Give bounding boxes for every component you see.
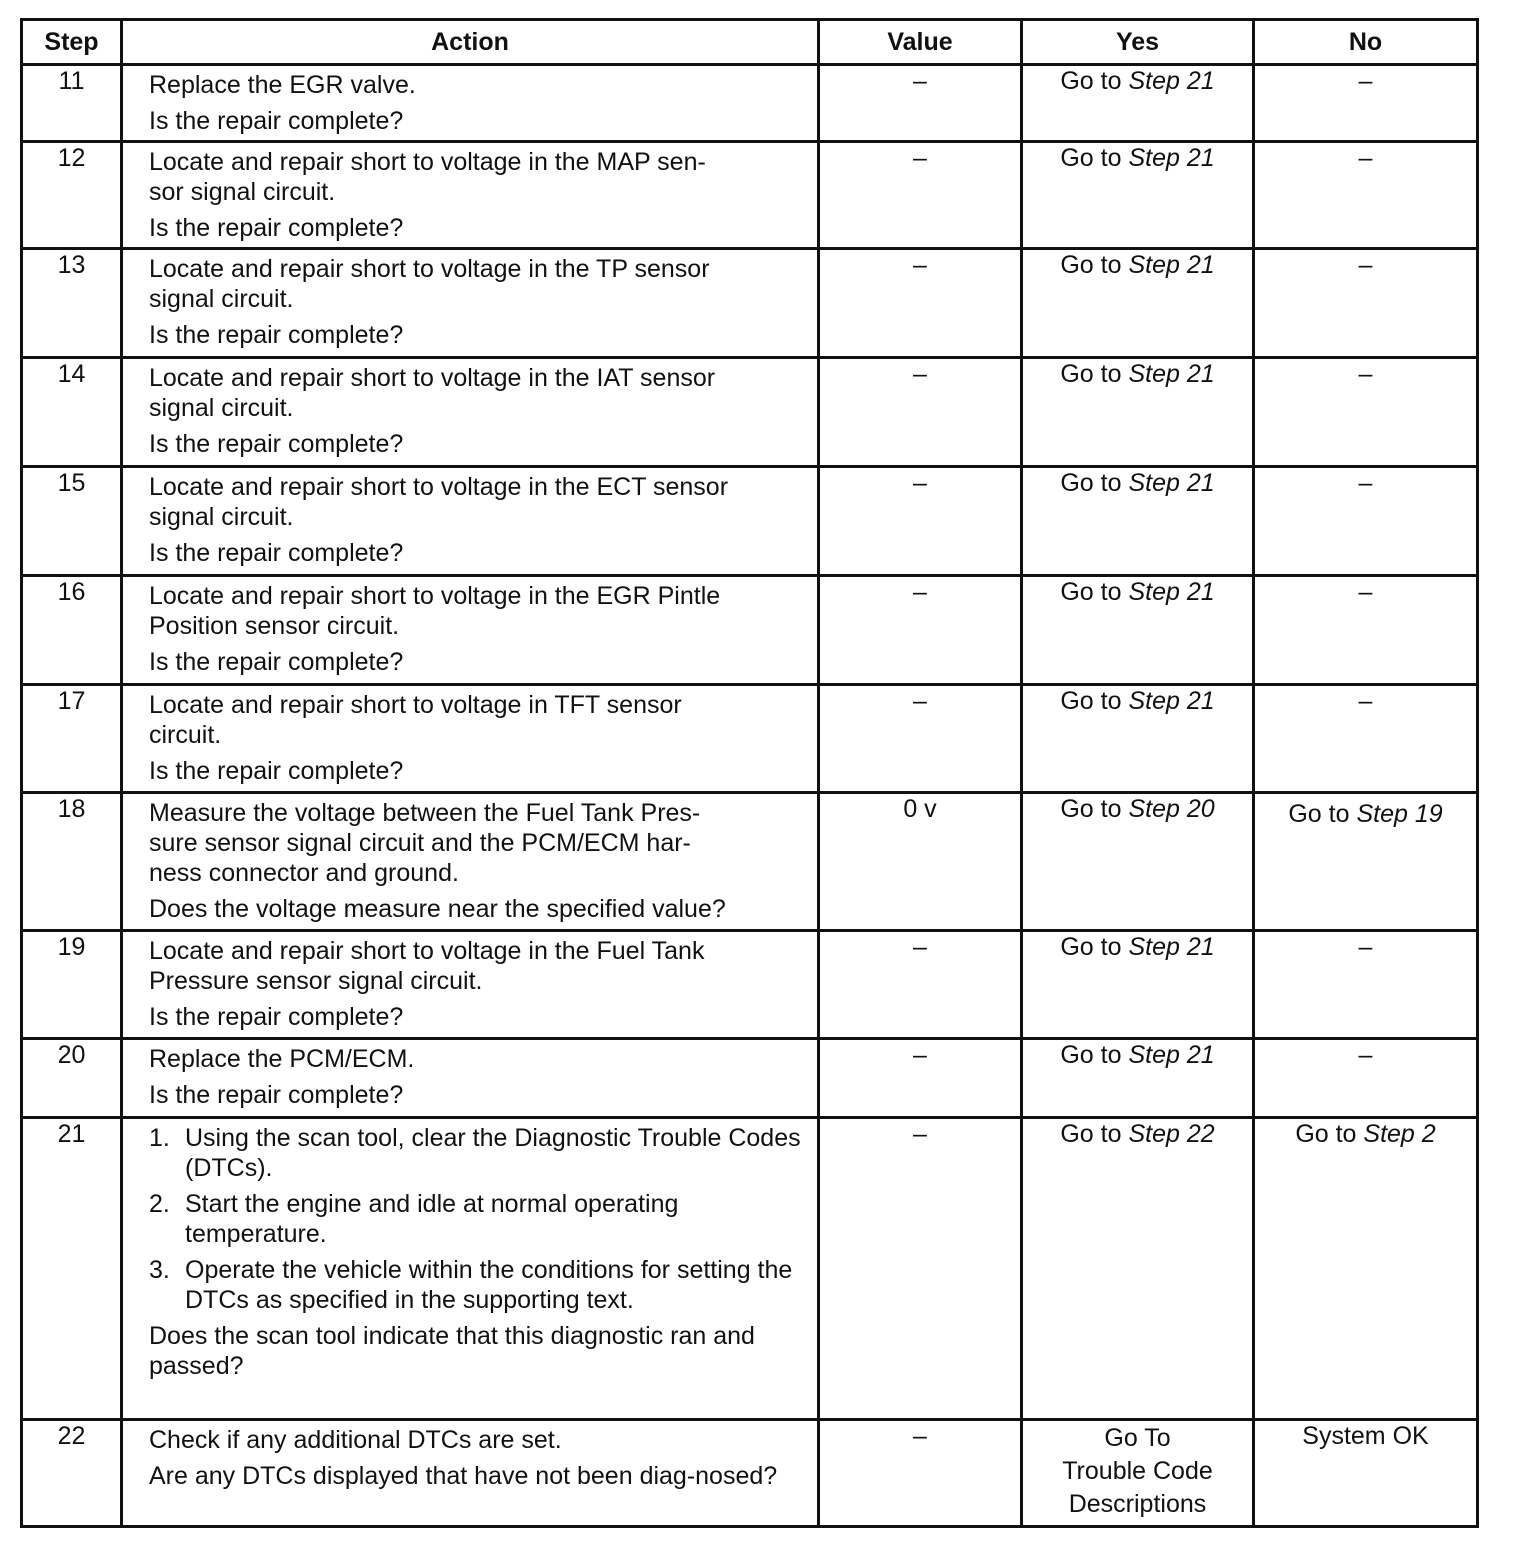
yes-line: Descriptions (1068, 1490, 1207, 1518)
yes-step-link: Step 21 (1128, 933, 1215, 961)
yes-prefix: Go to (1060, 67, 1129, 95)
yes-cell (1022, 358, 1254, 467)
action-question: Does the voltage measure near the specified value? (149, 895, 726, 923)
step-number: 15 (22, 467, 122, 576)
no-cell: – (1254, 249, 1478, 358)
no-cell: – (1254, 65, 1478, 142)
table-row (22, 793, 1478, 931)
action-line: signal circuit. (149, 285, 294, 313)
list-item-text: Operate the vehicle within the conditions for setting the DTCs as specified in the supporting text. (185, 1256, 793, 1314)
action-cell (122, 358, 819, 467)
yes-step-link: Step 21 (1128, 578, 1215, 606)
value-cell: 0 v (819, 793, 1022, 931)
yes-cell (1022, 249, 1254, 358)
action-steps-list (149, 1123, 801, 1315)
yes-prefix: Go to (1060, 578, 1129, 606)
yes-cell (1022, 793, 1254, 931)
action-question: Is the repair complete? (149, 321, 404, 349)
action-line: sor signal circuit. (149, 178, 336, 206)
yes-prefix: Go to (1060, 360, 1129, 388)
step-number: 11 (22, 65, 122, 142)
list-item (149, 1123, 801, 1183)
table-row (22, 142, 1478, 249)
step-number: 12 (22, 142, 122, 249)
value-cell: – (819, 358, 1022, 467)
value-cell: – (819, 249, 1022, 358)
list-item-number: 1. (149, 1124, 170, 1152)
yes-cell (1022, 467, 1254, 576)
action-cell (122, 65, 819, 142)
yes-step-link: Step 22 (1128, 1120, 1215, 1148)
action-cell (122, 1118, 819, 1420)
action-question: Is the repair complete? (149, 214, 404, 242)
header-action: Action (122, 20, 819, 65)
step-number: 19 (22, 931, 122, 1039)
step-number: 22 (22, 1420, 122, 1527)
no-cell: – (1254, 685, 1478, 793)
yes-step-link: Step 21 (1128, 67, 1215, 95)
action-cell (122, 1420, 819, 1527)
yes-cell (1022, 1118, 1254, 1420)
yes-prefix: Go to (1060, 933, 1129, 961)
action-line: Locate and repair short to voltage in the EGR Pintle (149, 582, 721, 610)
step-number: 16 (22, 576, 122, 685)
step-number: 18 (22, 793, 122, 931)
action-line: Locate and repair short to voltage in the TP sensor (149, 255, 710, 283)
step-number: 21 (22, 1118, 122, 1420)
yes-step-link: Step 21 (1128, 1041, 1215, 1069)
yes-step-link: Step 21 (1128, 687, 1215, 715)
list-item-number: 3. (149, 1256, 170, 1284)
table-row (22, 358, 1478, 467)
no-cell (1254, 1118, 1478, 1420)
action-cell (122, 576, 819, 685)
action-question: Is the repair complete? (149, 757, 404, 785)
action-question: Are any DTCs displayed that have not been diag-nosed? (149, 1462, 778, 1490)
no-step-link: Step 19 (1356, 800, 1443, 828)
value-cell: – (819, 65, 1022, 142)
action-line: Replace the PCM/ECM. (149, 1045, 415, 1073)
list-item (149, 1189, 801, 1249)
yes-prefix: Go to (1060, 1041, 1129, 1069)
table-row (22, 65, 1478, 142)
no-prefix: Go to (1288, 800, 1357, 828)
header-value: Value (819, 20, 1022, 65)
no-cell: – (1254, 142, 1478, 249)
action-cell (122, 793, 819, 931)
action-line: Position sensor circuit. (149, 612, 400, 640)
action-line: Measure the voltage between the Fuel Tank Pres- (149, 799, 701, 827)
action-question: Is the repair complete? (149, 430, 404, 458)
action-line: Locate and repair short to voltage in the ECT sensor (149, 473, 729, 501)
step-number: 14 (22, 358, 122, 467)
no-cell (1254, 793, 1478, 931)
action-line: Check if any additional DTCs are set. (149, 1426, 562, 1454)
action-cell (122, 249, 819, 358)
yes-cell (1022, 142, 1254, 249)
action-cell (122, 931, 819, 1039)
value-cell: – (819, 685, 1022, 793)
header-row (22, 20, 1478, 65)
yes-prefix: Go to (1060, 144, 1129, 172)
yes-cell (1022, 931, 1254, 1039)
action-question: Is the repair complete? (149, 1003, 404, 1031)
yes-cell (1022, 65, 1254, 142)
action-line: Locate and repair short to voltage in the Fuel Tank (149, 937, 705, 965)
action-cell (122, 685, 819, 793)
no-cell: – (1254, 576, 1478, 685)
value-cell: – (819, 1118, 1022, 1420)
action-line: sure sensor signal circuit and the PCM/ECM har- (149, 829, 691, 857)
no-cell: – (1254, 358, 1478, 467)
value-cell: – (819, 576, 1022, 685)
no-cell: – (1254, 1039, 1478, 1118)
value-cell: – (819, 142, 1022, 249)
no-cell: – (1254, 931, 1478, 1039)
action-line: signal circuit. (149, 503, 294, 531)
yes-prefix: Go to (1060, 1120, 1129, 1148)
table-row (22, 1420, 1478, 1527)
table-row (22, 576, 1478, 685)
value-cell: – (819, 1039, 1022, 1118)
header-no: No (1254, 20, 1478, 65)
list-item (149, 1255, 801, 1315)
yes-cell (1022, 1420, 1254, 1527)
value-cell: – (819, 931, 1022, 1039)
yes-prefix: Go to (1060, 795, 1129, 823)
action-question: Is the repair complete? (149, 1081, 404, 1109)
action-line: Pressure sensor signal circuit. (149, 967, 483, 995)
action-question: Is the repair complete? (149, 107, 404, 135)
yes-step-link: Step 21 (1128, 469, 1215, 497)
table-row (22, 467, 1478, 576)
yes-step-link: Step 21 (1128, 251, 1215, 279)
action-line: Locate and repair short to voltage in TFT sensor (149, 691, 682, 719)
diagnostic-table (20, 18, 1479, 1528)
action-line: circuit. (149, 721, 222, 749)
no-cell: – (1254, 467, 1478, 576)
action-cell (122, 1039, 819, 1118)
action-line: ness connector and ground. (149, 859, 459, 887)
table-row (22, 1039, 1478, 1118)
step-number: 20 (22, 1039, 122, 1118)
no-step-link: Step 2 (1363, 1120, 1436, 1148)
step-number: 13 (22, 249, 122, 358)
action-question: Is the repair complete? (149, 539, 404, 567)
table-row (22, 931, 1478, 1039)
yes-line: Go To (1104, 1424, 1171, 1452)
list-item-number: 2. (149, 1190, 170, 1218)
no-cell: System OK (1254, 1420, 1478, 1527)
header-step: Step (22, 20, 122, 65)
yes-cell (1022, 1039, 1254, 1118)
yes-cell (1022, 685, 1254, 793)
step-number: 17 (22, 685, 122, 793)
action-line: Locate and repair short to voltage in the MAP sen- (149, 148, 706, 176)
action-question: Does the scan tool indicate that this diagnostic ran and passed? (149, 1322, 755, 1380)
yes-prefix: Go to (1060, 469, 1129, 497)
yes-prefix: Go to (1060, 251, 1129, 279)
yes-line: Trouble Code (1062, 1457, 1213, 1485)
table-row (22, 1118, 1478, 1420)
action-line: signal circuit. (149, 394, 294, 422)
yes-step-link: Step 21 (1128, 360, 1215, 388)
action-question: Is the repair complete? (149, 648, 404, 676)
yes-step-link: Step 20 (1128, 795, 1215, 823)
yes-step-link: Step 21 (1128, 144, 1215, 172)
list-item-text: Using the scan tool, clear the Diagnostic Trouble Codes (DTCs). (185, 1124, 801, 1182)
yes-cell (1022, 576, 1254, 685)
action-cell (122, 467, 819, 576)
table-row (22, 685, 1478, 793)
action-line: Locate and repair short to voltage in the IAT sensor (149, 364, 716, 392)
header-yes: Yes (1022, 20, 1254, 65)
value-cell: – (819, 1420, 1022, 1527)
no-prefix: Go to (1295, 1120, 1364, 1148)
list-item-text: Start the engine and idle at normal operating temperature. (185, 1190, 679, 1248)
action-line: Replace the EGR valve. (149, 71, 416, 99)
yes-prefix: Go to (1060, 687, 1129, 715)
action-cell (122, 142, 819, 249)
table-row (22, 249, 1478, 358)
value-cell: – (819, 467, 1022, 576)
